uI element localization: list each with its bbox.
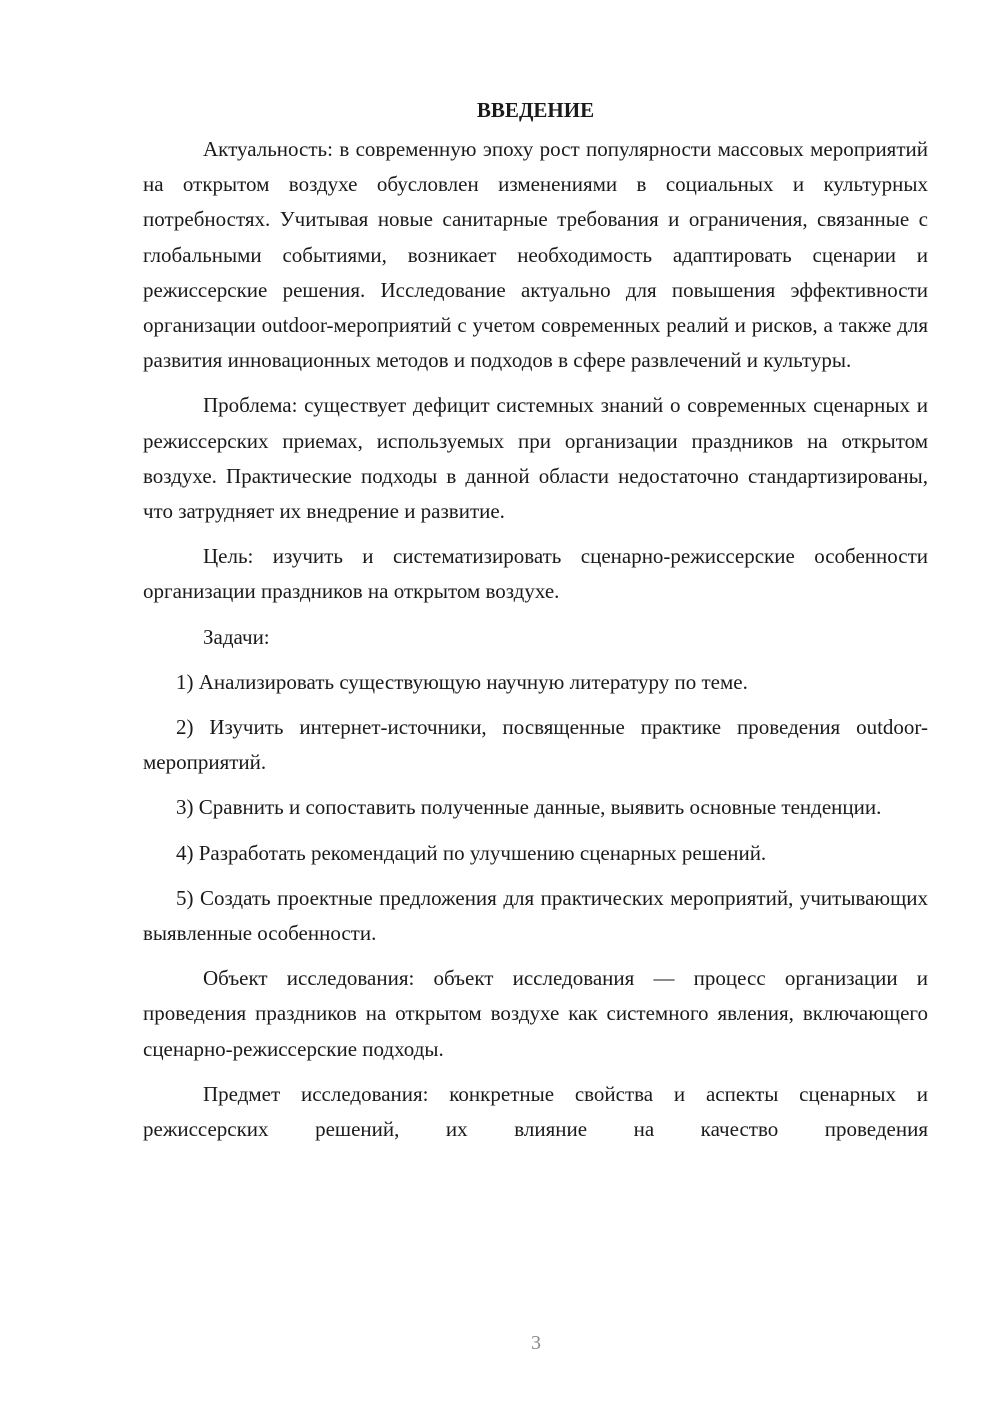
page-number: 3	[531, 1332, 541, 1354]
task-item-1: 1) Анализировать существующую научную литературу по теме.	[176, 669, 748, 694]
section-title: ВВЕДЕНИЕ	[476, 98, 595, 122]
paragraph-research-object: Объект исследования: объект исследования — процесс организации и проведения праздников на открытом воздухе как системного явления, включающего сценарно-режиссерские подходы.	[143, 966, 928, 1061]
paragraph-research-subject: Предмет исследования: конкретные свойства и аспекты сценарных и режиссерских решений, их влияние на качество проведения	[143, 1081, 928, 1142]
task-item-2: 2) Изучить интернет-источники, посвященные практике проведения outdoor-мероприятий.	[143, 715, 928, 775]
page-content	[143, 93, 928, 1157]
paragraph-goal: Цель: изучить и систематизировать сценарно-режиссерские особенности организации праздников на открытом воздухе.	[143, 544, 928, 604]
paragraph-problem: Проблема: существует дефицит системных знаний о современных сценарных и режиссерских приемах, используемых при организации праздников на открытом воздухе. Практические подходы в данной области недостаточно стандартизированы, что затрудняет их внедрение и развитие.	[143, 393, 928, 524]
task-item-3: 3) Сравнить и сопоставить полученные данные, выявить основные тенденции.	[176, 795, 882, 820]
task-item-4: 4) Разработать рекомендаций по улучшению сценарных решений.	[176, 840, 767, 865]
task-item-5: 5) Создать проектные предложения для практических мероприятий, учитывающих выявленные особенности.	[143, 885, 928, 946]
paragraph-relevance: Актуальность: в современную эпоху рост популярности массовых мероприятий на открытом воздухе обусловлен изменениями в социальных и культурных потребностях. Учитывая новые санитарные требования и ограничения, связанные с глобальными событиями, возникает необходимость адаптировать сценарии и режиссерские решения. Исследование актуально для повышения эффективности организации outdoor-мероприятий с учетом современных реалий и рисков, а также для развития инновационных методов и подходов в сфере развлечений и культуры.	[143, 137, 928, 373]
paragraph-tasks-heading: Задачи:	[203, 624, 270, 649]
